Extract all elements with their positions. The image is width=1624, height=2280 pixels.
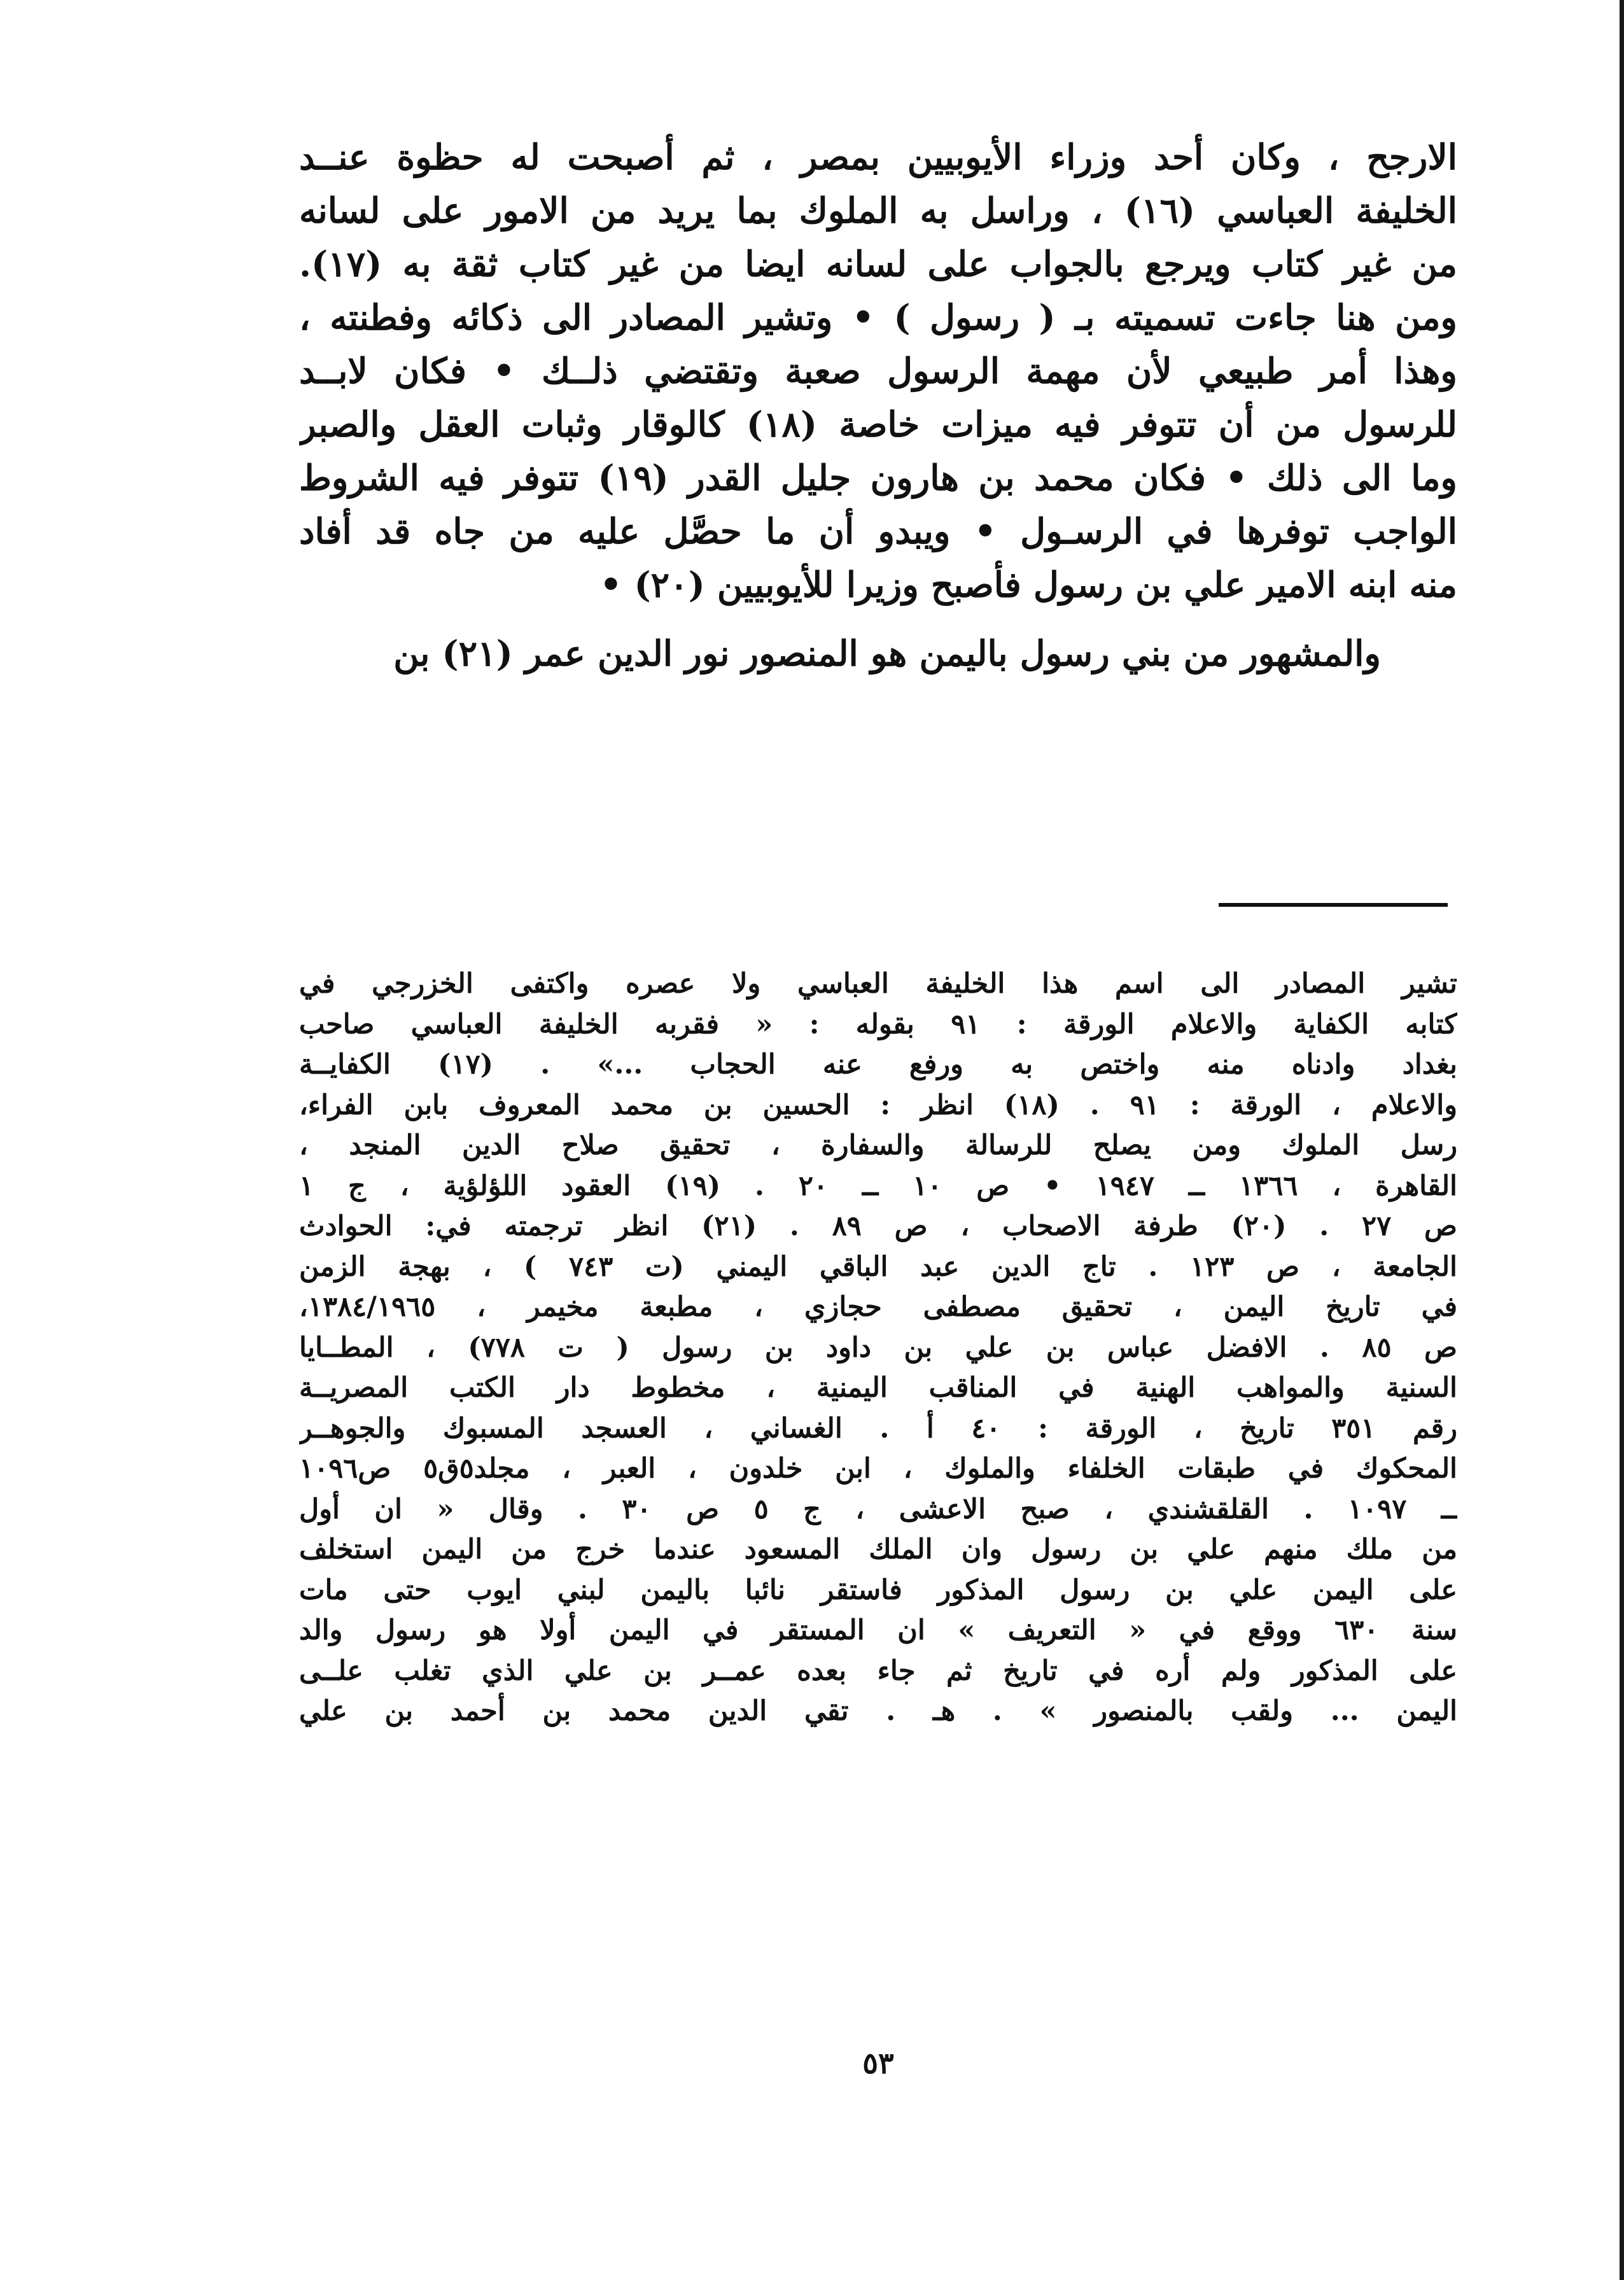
- main-line: من غير كتاب ويرجع بالجواب على لسانه ايضا من غير كتاب ثقة به (١٧).: [299, 243, 1457, 284]
- footnote-line: سنة ٦٣٠ ووقع في « التعريف » ان المستقر في اليمن أولا هو رسول والد: [299, 1614, 1457, 1646]
- footnote-line: السنية والمواهب الهنية في المناقب اليمنية ، مخطوط دار الكتب المصريــة: [299, 1372, 1457, 1404]
- footnote-line: تشير المصادر الى اسم هذا الخليفة العباسي ولا عصره واكتفى الخزرجي في: [299, 968, 1457, 1000]
- main-line: وما الى ذلك • فكان محمد بن هارون جليل القدر (١٩) تتوفر فيه الشروط: [299, 457, 1457, 498]
- footnote-line: اليمن ... ولقب بالمنصور » . هـ . تقي الدين محمد بن أحمد بن علي: [299, 1695, 1457, 1727]
- footnote-line: رقم ٣٥١ تاريخ ، الورقة : ٤٠ أ . الغساني ، العسجد المسبوك والجوهــر: [299, 1412, 1457, 1444]
- footnote-separator: [1219, 903, 1448, 907]
- main-line: الارجح ، وكان أحد وزراء الأيوبيين بمصر ، ثم أصبحت له حظوة عنــد: [299, 136, 1457, 178]
- main-line: الخليفة العباسي (١٦) ، وراسل به الملوك بما يريد من الامور على لسانه: [299, 190, 1457, 231]
- page-edge-border: [1620, 0, 1624, 2280]
- main-line: للرسول من أن تتوفر فيه ميزات خاصة (١٨) كالوقار وثبات العقل والصبر: [299, 403, 1457, 445]
- main-paragraph-2: والمشهور من بني رسول باليمن هو المنصور نور الدين عمر (٢١) بن: [393, 633, 1381, 674]
- footnote-line: بغداد وادناه منه واختص به ورفع عنه الحجاب ...» . (١٧) الكفايــة: [299, 1049, 1457, 1081]
- footnote-line: في تاريخ اليمن ، تحقيق مصطفى حجازي ، مطبعة مخيمر ، ١٣٨٤/١٩٦٥،: [299, 1291, 1457, 1323]
- footnote-line: على المذكور ولم أره في تاريخ ثم جاء بعده عمــر بن علي الذي تغلب علــى: [299, 1654, 1457, 1687]
- footnote-line: ص ٢٧ . (٢٠) طرفة الاصحاب ، ص ٨٩ . (٢١) انظر ترجمته في: الحوادث: [299, 1210, 1457, 1242]
- main-paragraph-1: [299, 130, 1457, 612]
- footnote-line: القاهرة ، ١٣٦٦ ــ ١٩٤٧ • ص ١٠ ــ ٢٠ . (١٩) العقود اللؤلؤية ، ج ١: [299, 1170, 1457, 1202]
- main-line: ومن هنا جاءت تسميته بـ ( رسول ) • وتشير المصادر الى ذكائه وفطنته ،: [299, 297, 1457, 338]
- footnote-line: الجامعة ، ص ١٢٣ . تاج الدين عبد الباقي اليمني (ت ٧٤٣ ) ، بهجة الزمن: [299, 1250, 1457, 1283]
- footnote-line: على اليمن علي بن رسول المذكور فاستقر نائبا باليمن لبني ايوب حتى مات: [299, 1574, 1457, 1606]
- footnote-line: ص ٨٥ . الافضل عباس بن علي بن داود بن رسول ( ت ٧٧٨) ، المطــايا: [299, 1331, 1457, 1364]
- main-line: الواجب توفرها في الرسـول • ويبدو أن ما حصَّل عليه من جاه قد أفاد: [299, 510, 1457, 552]
- footnotes-block: [299, 964, 1457, 1732]
- footnote-line: والاعلام ، الورقة : ٩١ . (١٨) انظر : الحسين بن محمد المعروف بابن الفراء،: [299, 1089, 1457, 1121]
- footnote-line: رسل الملوك ومن يصلح للرسالة والسفارة ، تحقيق صلاح الدين المنجد ،: [299, 1130, 1457, 1161]
- footnote-line: ــ ١٠٩٧ . القلقشندي ، صبح الاعشى ، ج ٥ ص ٣٠ . وقال « ان أول: [299, 1493, 1457, 1525]
- footnote-line: كتابه الكفاية والاعلام الورقة : ٩١ بقوله : « فقربه الخليفة العباسي صاحب: [299, 1008, 1457, 1040]
- main-line: وهذا أمر طبيعي لأن مهمة الرسول صعبة وتقتضي ذلــك • فكان لابــد: [299, 350, 1457, 391]
- main-text-body: [299, 130, 1457, 680]
- page-number: ٥٣: [862, 2046, 894, 2080]
- main-line: منه ابنه الامير علي بن رسول فأصبح وزيرا للأيوبيين (٢٠) •: [599, 564, 1457, 605]
- footnote-line: المحكوك في طبقات الخلفاء والملوك ، ابن خلدون ، العبر ، مجلد٥ق٥ ص١٠٩٦: [299, 1453, 1457, 1485]
- footnote-line: من ملك منهم علي بن رسول وان الملك المسعود عندما خرج من اليمن استخلف: [299, 1534, 1457, 1565]
